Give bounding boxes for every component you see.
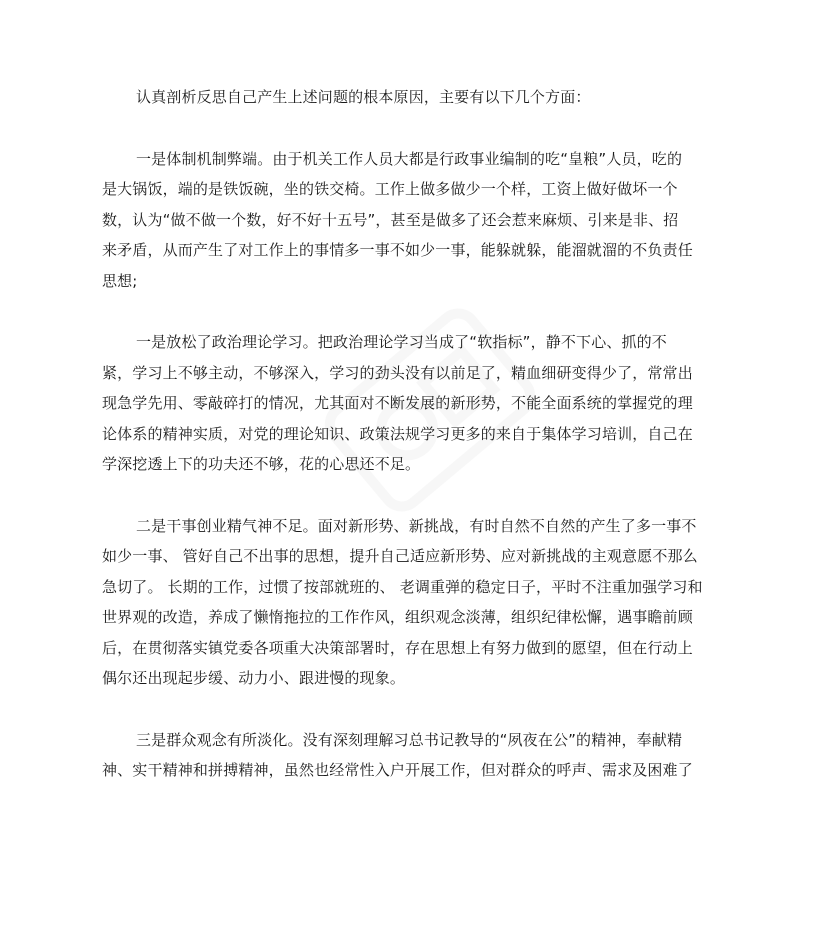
document-body	[102, 82, 726, 817]
text-line: 神、实干精神和拼搏精神，虽然也经常性入户开展工作，但对群众的呼声、需求及困难了	[102, 761, 693, 779]
text-line: 如少一事、 管好自己不出事的思想，提升自己适应新形势、应对新挑战的主观意愿不那么	[102, 547, 698, 565]
text-line: 学深挖透上下的功夫还不够，花的心思还不足。	[102, 455, 421, 473]
text-line: 思想;	[102, 271, 138, 290]
text-line: 论体系的精神实质，对党的理论知识、政策法规学习更多的来自于集体学习培训，自己在	[102, 424, 693, 443]
paragraph-system-mechanism	[102, 144, 726, 297]
text-line: 二是干事创业精气神不足。面对新形势、新挑战，有时自然不自然的产生了多一事不	[136, 516, 697, 535]
text-line: 是大锅饭，端的是铁饭碗，坐的铁交椅。工作上做多做少一个样，工资上做好做坏一个	[102, 180, 678, 198]
text-line: 后，在贯彻落实镇党委各项重大决策部署时，存在思想上有努力做到的愿望，但在行动上	[102, 638, 693, 657]
text-line: 数，认为“做不做一个数，好不好十五号”，甚至是做多了还会惹来麻烦、引来是非、招	[102, 210, 679, 229]
paragraph-mass-awareness	[102, 725, 726, 786]
text-line: 急切了。 长期的工作，过惯了按部就班的、 老调重弹的稳定日子，平时不注重加强学习和	[102, 577, 703, 596]
text-line: 三是群众观念有所淡化。没有深刻理解习总书记教导的“夙夜在公”的精神，奉献精	[136, 730, 683, 749]
paragraph-intro	[102, 82, 726, 113]
text-line: 现急学先用、零敲碎打的情况，尤其面对不断发展的新形势，不能全面系统的掌握党的理	[102, 394, 693, 412]
text-line: 偶尔还出现起步缓、动力小、跟进慢的现象。	[102, 669, 406, 687]
text-line: 紧，学习上不够主动，不够深入，学习的劲头没有以前足了，精血细研变得少了，常常出	[102, 363, 693, 382]
paragraph-work-spirit	[102, 511, 726, 694]
text-line: 来矛盾，从而产生了对工作上的事情多一事不如少一事，能躲就躲，能溜就溜的不负责任	[102, 241, 693, 259]
text-line: 一是体制机制弊端。由于机关工作人员大都是行政事业编制的吃“皇粮”人员，吃的	[136, 149, 683, 168]
text-line: 世界观的改造，养成了懒惰拖拉的工作作风，组织观念淡薄，组织纪律松懈，遇事瞻前顾	[102, 608, 693, 626]
text-line: 一是放松了政治理论学习。把政治理论学习当成了“软指标”，静不下心、抓的不	[136, 333, 667, 351]
paragraph-theory-study	[102, 327, 726, 480]
text-line: 认真剖析反思自己产生上述问题的根本原因，主要有以下几个方面：	[136, 88, 591, 106]
